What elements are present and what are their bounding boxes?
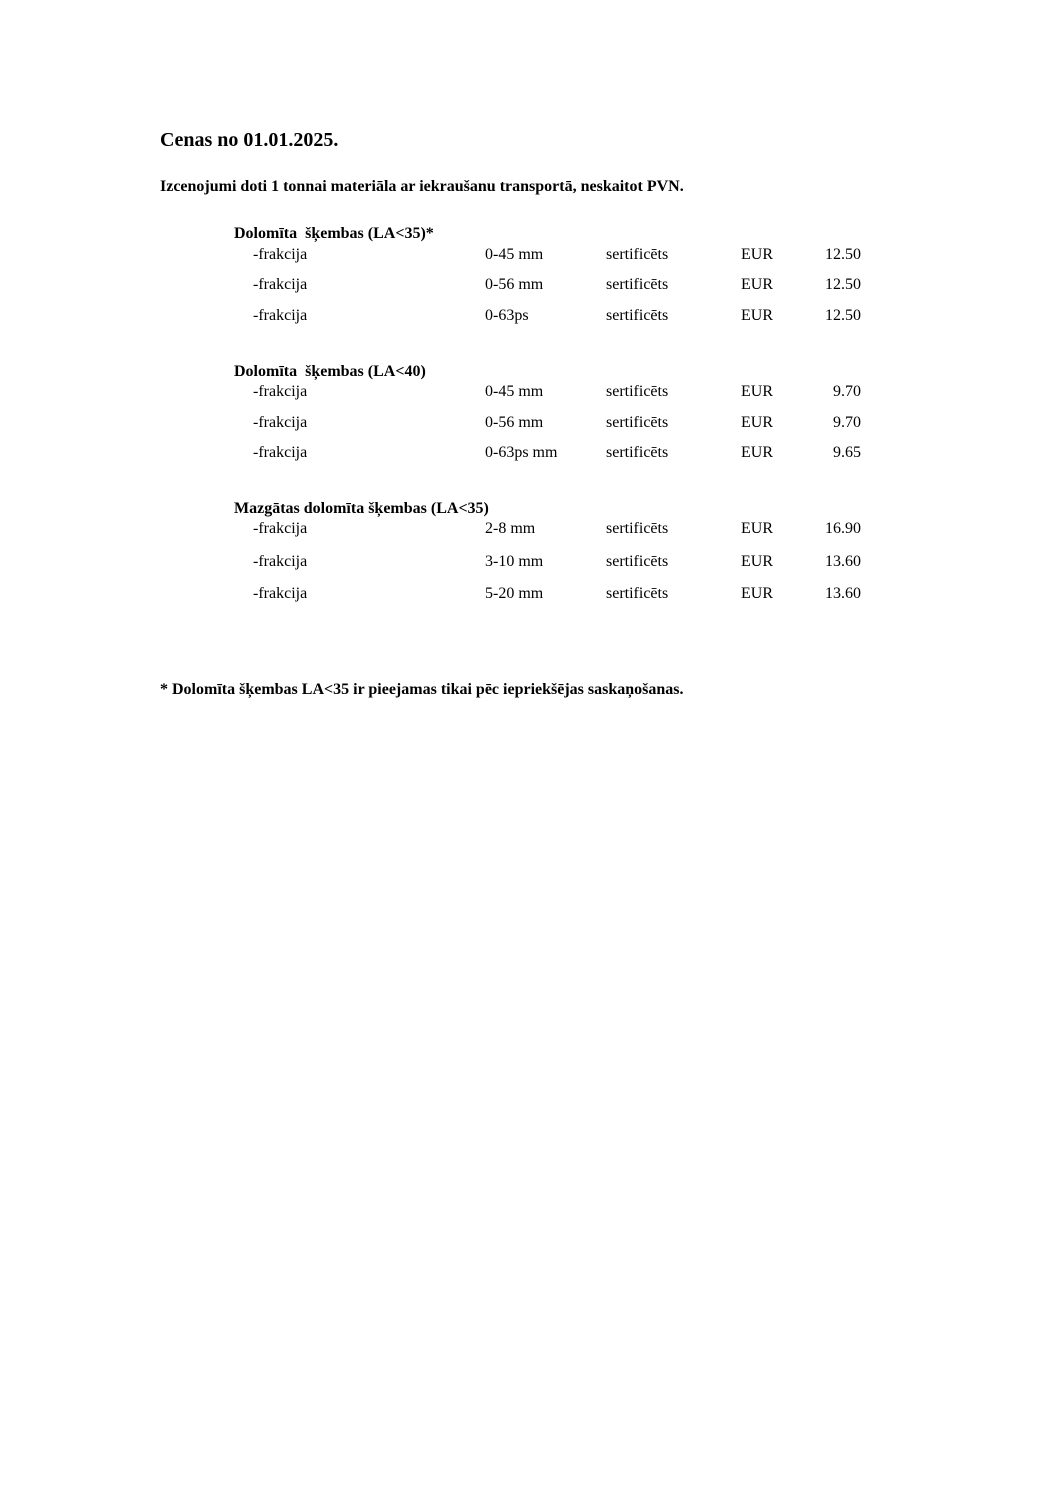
price-row: [0, 276, 1058, 298]
price-row: [0, 414, 1058, 436]
certification: sertificēts: [606, 276, 669, 293]
currency: EUR: [741, 276, 773, 293]
currency: EUR: [741, 246, 773, 263]
section-heading: Dolomīta šķembas (LA<35)*: [234, 225, 434, 242]
fraction-size: 0-63ps: [485, 307, 529, 324]
certification: sertificēts: [606, 553, 669, 570]
fraction-size: 5-20 mm: [485, 585, 544, 602]
currency: EUR: [741, 520, 773, 537]
price-row: [0, 553, 1058, 575]
price: 16.90: [825, 520, 861, 537]
certification: sertificēts: [606, 414, 669, 431]
price: 12.50: [825, 276, 861, 293]
fraction-label: -frakcija: [253, 520, 308, 537]
fraction-label: -frakcija: [253, 383, 308, 400]
fraction-size: 0-45 mm: [485, 383, 544, 400]
currency: EUR: [741, 444, 773, 461]
certification: sertificēts: [606, 246, 669, 263]
price-row: [0, 383, 1058, 405]
price-row: [0, 585, 1058, 607]
currency: EUR: [741, 414, 773, 431]
price: 9.65: [833, 444, 861, 461]
fraction-size: 0-45 mm: [485, 246, 544, 263]
fraction-label: -frakcija: [253, 246, 308, 263]
price: 9.70: [833, 414, 861, 431]
certification: sertificēts: [606, 307, 669, 324]
fraction-size: 3-10 mm: [485, 553, 544, 570]
page-title: Cenas no 01.01.2025.: [160, 129, 339, 151]
footnote: * Dolomīta šķembas LA<35 ir pieejamas tikai pēc iepriekšējas saskaņošanas.: [160, 681, 684, 698]
section-heading: Dolomīta šķembas (LA<40): [234, 363, 426, 380]
page-subtitle: Izcenojumi doti 1 tonnai materiāla ar iekraušanu transportā, neskaitot PVN.: [160, 178, 684, 195]
price: 9.70: [833, 383, 861, 400]
fraction-size: 0-56 mm: [485, 414, 544, 431]
price-row: [0, 520, 1058, 542]
currency: EUR: [741, 553, 773, 570]
fraction-label: -frakcija: [253, 585, 308, 602]
certification: sertificēts: [606, 383, 669, 400]
price-row: [0, 444, 1058, 466]
fraction-label: -frakcija: [253, 307, 308, 324]
fraction-size: 0-56 mm: [485, 276, 544, 293]
price: 12.50: [825, 307, 861, 324]
price: 12.50: [825, 246, 861, 263]
currency: EUR: [741, 307, 773, 324]
fraction-label: -frakcija: [253, 444, 308, 461]
certification: sertificēts: [606, 585, 669, 602]
fraction-label: -frakcija: [253, 553, 308, 570]
price-row: [0, 307, 1058, 329]
price-row: [0, 246, 1058, 268]
fraction-label: -frakcija: [253, 414, 308, 431]
certification: sertificēts: [606, 520, 669, 537]
fraction-size: 2-8 mm: [485, 520, 536, 537]
certification: sertificēts: [606, 444, 669, 461]
currency: EUR: [741, 383, 773, 400]
fraction-label: -frakcija: [253, 276, 308, 293]
fraction-size: 0-63ps mm: [485, 444, 558, 461]
currency: EUR: [741, 585, 773, 602]
price: 13.60: [825, 553, 861, 570]
section-heading: Mazgātas dolomīta šķembas (LA<35): [234, 500, 489, 517]
price: 13.60: [825, 585, 861, 602]
